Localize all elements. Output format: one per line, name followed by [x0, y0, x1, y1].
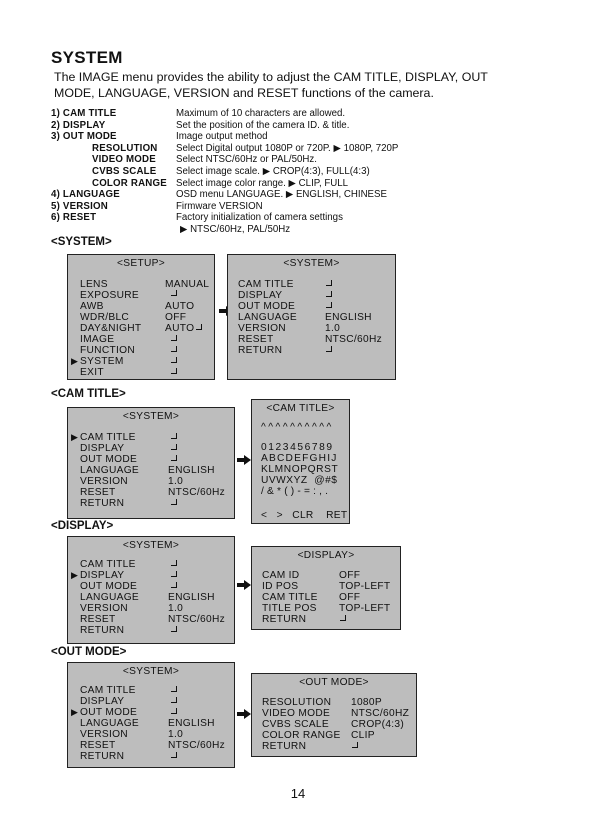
system-item-cam-title[interactable]: CAM TITLE	[80, 559, 136, 570]
system-item-reset[interactable]: RESET	[80, 740, 116, 751]
definition-term: 3) OUT MODE	[51, 131, 117, 143]
setup-item-exposure[interactable]: EXPOSURE	[80, 290, 140, 301]
title-entry-field[interactable]: ^^^^^^^^^^	[261, 422, 334, 433]
definition-desc: ▶ NTSC/60Hz, PAL/50Hz	[180, 223, 291, 235]
system-item-return[interactable]: RETURN	[238, 345, 283, 356]
definition-desc: Select image color range. ▶ CLIP, FULL	[176, 177, 349, 189]
section-heading-system: <SYSTEM>	[51, 236, 112, 248]
out-mode-menu-header: <OUT MODE>	[299, 677, 369, 688]
cam-title-menu-header: <CAM TITLE>	[266, 403, 335, 414]
system-item-language[interactable]: LANGUAGE	[80, 465, 140, 476]
system-value-version: 1.0	[168, 729, 184, 740]
section-heading-cam-title: <CAM TITLE>	[51, 388, 126, 400]
outmode-item-color-range[interactable]: COLOR RANGE	[262, 730, 341, 741]
definition-row	[51, 201, 398, 213]
right-arrow-icon	[237, 455, 251, 465]
system-item-cam-title[interactable]: CAM TITLE	[80, 432, 136, 443]
setup-item-function[interactable]: FUNCTION	[80, 345, 136, 356]
setup-item-exit[interactable]: EXIT	[80, 367, 104, 378]
enter-icon	[171, 569, 177, 580]
definition-term: CVBS SCALE	[92, 165, 157, 177]
system-item-reset[interactable]: RESET	[238, 334, 274, 345]
definition-row	[51, 212, 398, 224]
system-menu-header: <SYSTEM>	[122, 411, 180, 422]
enter-icon	[171, 431, 177, 442]
outmode-value-resolution: 1080P	[351, 697, 382, 708]
enter-icon	[326, 289, 332, 300]
outmode-value-color-range: CLIP	[351, 730, 375, 741]
cursor-arrow-icon: ▶	[71, 707, 79, 717]
enter-icon	[171, 288, 177, 299]
enter-icon	[171, 558, 177, 569]
out-mode-menu-panel	[251, 673, 417, 757]
cursor-arrow-icon: ▶	[71, 432, 79, 442]
outmode-value-cvbs-scale: CROP(4:3)	[351, 719, 405, 730]
setup-item-awb[interactable]: AWB	[80, 301, 104, 312]
system-item-return[interactable]: RETURN	[80, 751, 125, 762]
system-menu-panel	[67, 662, 235, 768]
definition-desc: Select image scale. ▶ CROP(4:3), FULL(4:3)	[176, 165, 370, 177]
system-menu-header: <SYSTEM>	[122, 666, 180, 677]
display-value-id-pos: TOP-LEFT	[339, 581, 391, 592]
enter-icon	[171, 442, 177, 453]
system-value-language: ENGLISH	[168, 718, 215, 729]
system-item-language[interactable]: LANGUAGE	[80, 718, 140, 729]
system-item-return[interactable]: RETURN	[80, 498, 125, 509]
system-menu-panel	[67, 536, 235, 644]
system-item-reset[interactable]: RESET	[80, 614, 116, 625]
system-item-out-mode[interactable]: OUT MODE	[80, 454, 138, 465]
section-heading-display: <DISPLAY>	[51, 520, 114, 532]
definition-term: VIDEO MODE	[92, 154, 156, 166]
definition-term: RESOLUTION	[92, 142, 158, 154]
definition-desc: Select NTSC/60Hz or PAL/50Hz.	[176, 154, 317, 166]
setup-menu-header: <SETUP>	[117, 258, 165, 269]
definition-desc: Factory initialization of camera settings	[176, 212, 343, 224]
display-menu-panel	[251, 546, 401, 630]
definition-row	[51, 178, 398, 190]
right-arrow-icon	[237, 580, 251, 590]
enter-icon	[326, 300, 332, 311]
definition-row	[51, 189, 398, 201]
definition-row	[51, 131, 398, 143]
enter-icon	[171, 497, 177, 508]
system-item-version[interactable]: VERSION	[80, 603, 128, 614]
system-item-return[interactable]: RETURN	[80, 625, 125, 636]
display-menu-header: <DISPLAY>	[297, 550, 355, 561]
title-controls[interactable]: < > CLR RET	[261, 510, 348, 521]
char-row-a-j[interactable]: ABCDEFGHIJ	[261, 453, 338, 464]
system-item-language[interactable]: LANGUAGE	[80, 592, 140, 603]
outmode-item-video-mode[interactable]: VIDEO MODE	[262, 708, 331, 719]
char-row-k-t[interactable]: KLMNOPQRST	[261, 464, 339, 475]
setup-item-system[interactable]: SYSTEM	[80, 356, 124, 367]
definition-desc: Image output method	[176, 131, 268, 143]
enter-icon	[171, 366, 177, 377]
enter-icon	[171, 706, 177, 717]
display-value-cam-title: OFF	[339, 592, 361, 603]
definition-row	[51, 224, 398, 236]
enter-icon	[171, 355, 177, 366]
system-item-out-mode[interactable]: OUT MODE	[80, 707, 138, 718]
enter-icon	[171, 333, 177, 344]
enter-icon	[326, 278, 332, 289]
system-item-display[interactable]: DISPLAY	[238, 290, 283, 301]
enter-icon	[196, 322, 202, 333]
enter-icon	[171, 684, 177, 695]
setup-value-wdr-blc: OFF	[165, 312, 187, 323]
definition-term: 4) LANGUAGE	[51, 189, 120, 201]
display-item-id-pos[interactable]: ID POS	[262, 581, 299, 592]
system-value-version: 1.0	[325, 323, 341, 334]
system-menu-panel	[67, 407, 235, 519]
definition-term: 6) RESET	[51, 212, 97, 224]
definition-term: 1) CAM TITLE	[51, 108, 117, 119]
section-heading-out-mode: <OUT MODE>	[51, 646, 127, 658]
definition-term: 2) DISPLAY	[51, 119, 106, 131]
char-row-punctuation[interactable]: /&*()-=:,.	[261, 486, 332, 497]
system-value-language: ENGLISH	[168, 592, 215, 603]
definition-desc: Maximum of 10 characters are allowed.	[176, 108, 346, 119]
system-item-display[interactable]: DISPLAY	[80, 443, 125, 454]
system-item-out-mode[interactable]: OUT MODE	[238, 301, 296, 312]
system-item-version[interactable]: VERSION	[80, 729, 128, 740]
cam-title-menu-panel	[251, 399, 350, 524]
definition-term: COLOR RANGE	[92, 177, 167, 189]
system-item-reset[interactable]: RESET	[80, 487, 116, 498]
page-title: SYSTEM	[51, 48, 123, 67]
char-row-digits[interactable]: 0123456789	[261, 442, 334, 453]
system-item-cam-title[interactable]: CAM TITLE	[238, 279, 294, 290]
cursor-arrow-icon: ▶	[71, 570, 79, 580]
definition-list	[51, 108, 398, 236]
right-arrow-icon	[237, 709, 251, 719]
definition-desc: Select Digital output 1080P or 720P. ▶ 1080P, 720P	[176, 142, 399, 154]
enter-icon	[171, 624, 177, 635]
setup-item-day-night[interactable]: DAY&NIGHT	[80, 323, 142, 334]
system-value-language: ENGLISH	[325, 312, 372, 323]
definition-row	[51, 120, 398, 132]
outmode-item-resolution[interactable]: RESOLUTION	[262, 697, 332, 708]
definition-row	[51, 143, 398, 155]
cursor-arrow-icon: ▶	[71, 356, 79, 366]
system-value-version: 1.0	[168, 603, 184, 614]
setup-value-awb: AUTO	[165, 301, 195, 312]
char-row-u-symbols[interactable]: UVWXYZ @#$	[261, 475, 338, 486]
enter-icon	[171, 580, 177, 591]
system-menu-panel	[227, 254, 396, 380]
display-value-cam-id: OFF	[339, 570, 361, 581]
definition-desc: Firmware VERSION	[176, 200, 263, 212]
system-value-reset: NTSC/60Hz	[168, 614, 226, 625]
definition-term: 5) VERSION	[51, 200, 108, 212]
definition-desc: Set the position of the camera ID. & title.	[176, 119, 350, 131]
definition-row	[51, 166, 398, 178]
system-value-reset: NTSC/60Hz	[168, 487, 226, 498]
intro-paragraph: The IMAGE menu provides the ability to adjust the CAM TITLE, DISPLAY, OUT MODE, LANGUAGE, VERSION and RESET functions of the camera.	[54, 70, 488, 100]
system-value-reset: NTSC/60Hz	[325, 334, 383, 345]
system-menu-header: <SYSTEM>	[122, 540, 180, 551]
system-value-reset: NTSC/60Hz	[168, 740, 226, 751]
enter-icon	[171, 695, 177, 706]
system-item-version[interactable]: VERSION	[80, 476, 128, 487]
enter-icon	[171, 453, 177, 464]
system-item-display[interactable]: DISPLAY	[80, 570, 125, 581]
setup-item-lens[interactable]: LENS	[80, 279, 108, 290]
setup-menu-panel	[67, 254, 215, 380]
display-item-title-pos[interactable]: TITLE POS	[262, 603, 317, 614]
page-number: 14	[290, 786, 306, 801]
system-item-out-mode[interactable]: OUT MODE	[80, 581, 138, 592]
system-value-language: ENGLISH	[168, 465, 215, 476]
enter-icon	[352, 740, 358, 751]
system-value-version: 1.0	[168, 476, 184, 487]
system-menu-header: <SYSTEM>	[283, 258, 340, 269]
system-item-version[interactable]: VERSION	[238, 323, 286, 334]
definition-term	[51, 224, 176, 236]
definition-row	[51, 108, 398, 120]
outmode-item-cvbs-scale[interactable]: CVBS SCALE	[262, 719, 329, 730]
enter-icon	[326, 344, 332, 355]
definition-desc: OSD menu LANGUAGE. ▶ ENGLISH, CHINESE	[176, 189, 387, 201]
system-item-display[interactable]: DISPLAY	[80, 696, 125, 707]
display-value-title-pos: TOP-LEFT	[339, 603, 391, 614]
definition-row	[51, 154, 398, 166]
setup-item-wdr-blc[interactable]: WDR/BLC	[80, 312, 130, 323]
display-item-return[interactable]: RETURN	[262, 614, 307, 625]
display-item-cam-id[interactable]: CAM ID	[262, 570, 300, 581]
outmode-value-video-mode: NTSC/60HZ	[351, 708, 410, 719]
setup-value-day-night: AUTO	[165, 323, 195, 334]
enter-icon	[171, 344, 177, 355]
setup-item-image[interactable]: IMAGE	[80, 334, 115, 345]
enter-icon	[171, 750, 177, 761]
enter-icon	[340, 613, 346, 624]
system-item-cam-title[interactable]: CAM TITLE	[80, 685, 136, 696]
setup-value-lens: MANUAL	[165, 279, 210, 290]
outmode-item-return[interactable]: RETURN	[262, 741, 307, 752]
system-item-language[interactable]: LANGUAGE	[238, 312, 298, 323]
display-item-cam-title[interactable]: CAM TITLE	[262, 592, 318, 603]
